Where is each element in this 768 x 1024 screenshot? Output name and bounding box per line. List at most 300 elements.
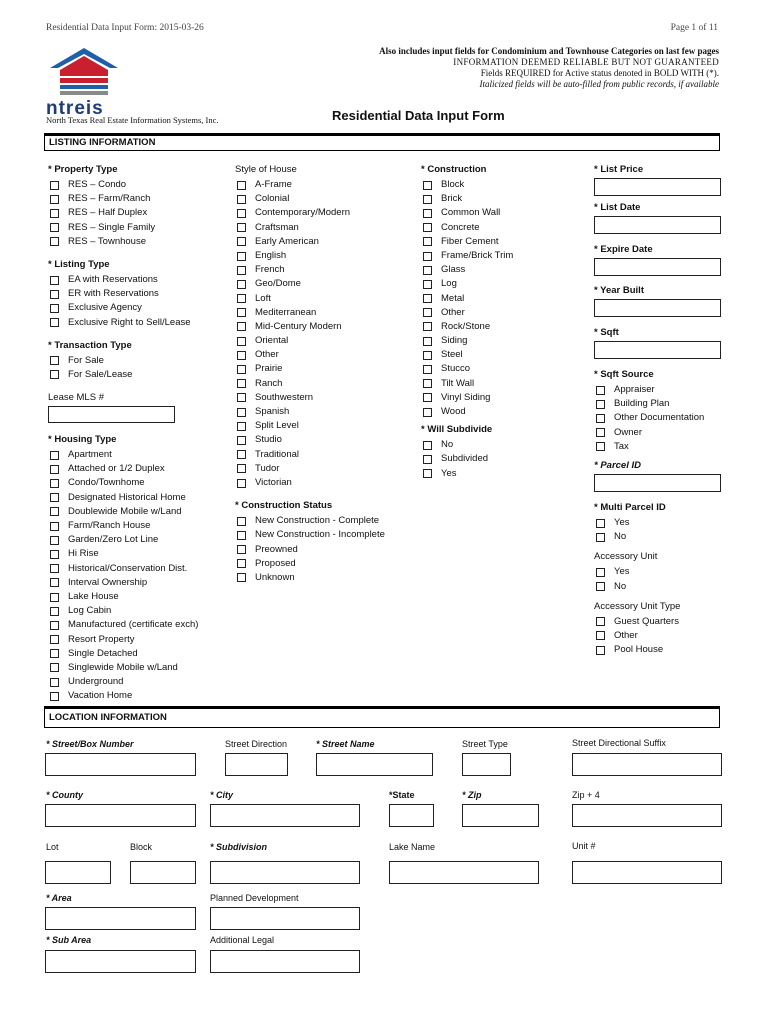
construction-option[interactable] bbox=[421, 263, 591, 277]
construction-status-option-label: Proposed bbox=[255, 557, 296, 569]
street-name-label: * Street Name bbox=[316, 739, 375, 749]
state-input[interactable] bbox=[389, 804, 434, 827]
street-number-input[interactable] bbox=[45, 753, 196, 776]
organization-name: North Texas Real Estate Information Systems, Inc. bbox=[46, 115, 219, 125]
will-subdivide-option[interactable] bbox=[421, 452, 591, 466]
checkbox[interactable] bbox=[237, 209, 246, 218]
housing-type-option[interactable] bbox=[48, 618, 228, 632]
accessory-unit-type-label: Accessory Unit Type bbox=[594, 600, 681, 612]
lot-label: Lot bbox=[46, 842, 59, 852]
construction-options bbox=[421, 178, 591, 419]
construction-status-option-label: Preowned bbox=[255, 543, 298, 555]
checkbox[interactable] bbox=[50, 678, 59, 687]
checkbox[interactable] bbox=[423, 351, 432, 360]
accessory-unit-type-option[interactable] bbox=[594, 615, 722, 629]
housing-type-option-label: Log Cabin bbox=[68, 605, 112, 617]
multi-parcel-option[interactable] bbox=[594, 530, 722, 544]
sqft-source-option-label: Appraiser bbox=[614, 384, 655, 395]
will-subdivide-option[interactable] bbox=[421, 467, 591, 481]
notice-line-3: Fields REQUIRED for Active status denoted in BOLD WITH (*). bbox=[480, 68, 719, 78]
checkbox[interactable] bbox=[50, 181, 59, 190]
property-type-option-label: RES – Condo bbox=[68, 179, 127, 190]
style-option[interactable] bbox=[235, 206, 415, 220]
checkbox[interactable] bbox=[50, 223, 59, 232]
checkbox[interactable] bbox=[50, 578, 59, 587]
property-type-option-label: RES – Farm/Ranch bbox=[68, 193, 151, 205]
housing-type-option-label: Resort Property bbox=[68, 633, 135, 645]
checkbox[interactable] bbox=[423, 252, 432, 261]
style-option-label: Other bbox=[255, 349, 279, 361]
checkbox[interactable] bbox=[423, 280, 432, 289]
checkbox[interactable] bbox=[50, 356, 59, 365]
style-option-label: Spanish bbox=[255, 406, 290, 417]
county-input[interactable] bbox=[45, 804, 196, 827]
checkbox[interactable] bbox=[423, 337, 432, 346]
accessory-unit-type-option[interactable] bbox=[594, 629, 722, 643]
property-type-option-label: RES – Single Family bbox=[68, 221, 156, 233]
checkbox[interactable] bbox=[596, 519, 605, 528]
style-option[interactable] bbox=[235, 462, 415, 476]
construction-status-option[interactable] bbox=[235, 543, 415, 557]
checkbox[interactable] bbox=[596, 400, 605, 409]
style-option[interactable] bbox=[235, 178, 415, 192]
multi-parcel-options bbox=[594, 516, 722, 544]
construction-status-option[interactable] bbox=[235, 528, 415, 542]
parcel-id-label: * Parcel ID bbox=[594, 459, 641, 471]
style-option-label: Split Level bbox=[255, 420, 299, 432]
style-option[interactable] bbox=[235, 292, 415, 306]
accessory-unit-type-option-label: Other bbox=[614, 629, 638, 641]
checkbox[interactable] bbox=[50, 536, 59, 545]
style-option-label: Traditional bbox=[255, 448, 300, 460]
multi-parcel-option-label: No bbox=[614, 531, 627, 543]
checkbox[interactable] bbox=[50, 663, 59, 672]
housing-type-option[interactable] bbox=[48, 462, 228, 476]
transaction-type-option[interactable] bbox=[48, 368, 228, 382]
checkbox[interactable] bbox=[237, 223, 246, 232]
sqft-source-option-label: Other Documentation bbox=[614, 412, 705, 424]
multi-parcel-option[interactable] bbox=[594, 516, 722, 530]
checkbox[interactable] bbox=[237, 393, 246, 402]
checkbox[interactable] bbox=[423, 209, 432, 218]
page-number: Page 1 of 11 bbox=[670, 23, 718, 33]
sqft-source-option[interactable] bbox=[594, 383, 722, 397]
checkbox[interactable] bbox=[50, 237, 59, 246]
multi-parcel-label: * Multi Parcel ID bbox=[594, 501, 666, 513]
checkbox[interactable] bbox=[423, 393, 432, 402]
checkbox[interactable] bbox=[237, 479, 246, 488]
checkbox[interactable] bbox=[50, 370, 59, 379]
housing-type-option-label: Singlewide Mobile w/Land bbox=[68, 661, 178, 673]
zip4-input[interactable] bbox=[572, 804, 722, 827]
accessory-unit-options bbox=[594, 565, 722, 593]
sqft-source-option[interactable] bbox=[594, 426, 722, 440]
style-option[interactable] bbox=[235, 419, 415, 433]
checkbox[interactable] bbox=[237, 573, 246, 582]
checkbox[interactable] bbox=[237, 237, 246, 246]
checkbox[interactable] bbox=[237, 365, 246, 374]
style-option[interactable] bbox=[235, 348, 415, 362]
housing-type-option-label: Interval Ownership bbox=[68, 576, 148, 588]
lease-mls-label: Lease MLS # bbox=[48, 392, 104, 404]
style-option[interactable] bbox=[235, 249, 415, 263]
lot-input[interactable] bbox=[45, 861, 111, 884]
checkbox[interactable] bbox=[50, 290, 59, 299]
lease-mls-input[interactable] bbox=[48, 406, 175, 423]
checkbox[interactable] bbox=[423, 308, 432, 317]
housing-type-option-label: Manufactured (certificate exch) bbox=[68, 619, 199, 631]
checkbox[interactable] bbox=[50, 593, 59, 602]
sqft-source-option[interactable] bbox=[594, 440, 722, 454]
housing-type-option-label: Apartment bbox=[68, 449, 112, 461]
checkbox[interactable] bbox=[423, 294, 432, 303]
construction-option[interactable] bbox=[421, 334, 591, 348]
housing-type-option[interactable] bbox=[48, 547, 228, 561]
checkbox[interactable] bbox=[596, 631, 605, 640]
style-option[interactable] bbox=[235, 391, 415, 405]
transaction-type-option-label: For Sale bbox=[68, 354, 104, 366]
property-type-option[interactable] bbox=[48, 221, 228, 235]
checkbox[interactable] bbox=[423, 322, 432, 331]
accessory-unit-option-label: Yes bbox=[614, 566, 630, 578]
checkbox[interactable] bbox=[50, 692, 59, 701]
checkbox[interactable] bbox=[50, 209, 59, 218]
housing-type-option[interactable] bbox=[48, 661, 228, 675]
checkbox[interactable] bbox=[237, 464, 246, 473]
subdivision-input[interactable] bbox=[210, 861, 360, 884]
construction-option[interactable] bbox=[421, 249, 591, 263]
checkbox[interactable] bbox=[50, 635, 59, 644]
notice-line-4: Italicized fields will be auto-filled from public records, if available bbox=[479, 79, 719, 89]
planned-development-input[interactable] bbox=[210, 907, 360, 930]
style-of-house-label: Style of House bbox=[235, 164, 297, 175]
property-type-option[interactable] bbox=[48, 235, 228, 249]
housing-type-option-label: Vacation Home bbox=[68, 690, 133, 702]
property-type-options bbox=[48, 178, 228, 249]
housing-type-option-label: Designated Historical Home bbox=[68, 491, 186, 503]
construction-option[interactable] bbox=[421, 320, 591, 334]
additional-legal-label: Additional Legal bbox=[210, 935, 275, 945]
style-option-label: Victorian bbox=[255, 476, 292, 488]
style-option[interactable] bbox=[235, 405, 415, 419]
listing-type-option-label: Exclusive Agency bbox=[68, 302, 142, 314]
checkbox[interactable] bbox=[50, 621, 59, 630]
checkbox[interactable] bbox=[50, 479, 59, 488]
style-option-label: A-Frame bbox=[255, 179, 292, 190]
housing-type-label: * Housing Type bbox=[48, 434, 117, 446]
housing-type-option[interactable] bbox=[48, 590, 228, 604]
street-direction-input[interactable] bbox=[225, 753, 288, 776]
expire-date-input[interactable] bbox=[594, 258, 721, 276]
housing-type-option[interactable] bbox=[48, 562, 228, 576]
unit-label: Unit # bbox=[572, 841, 596, 851]
checkbox[interactable] bbox=[423, 379, 432, 388]
checkbox[interactable] bbox=[423, 223, 432, 232]
sub-area-input[interactable] bbox=[45, 950, 196, 973]
accessory-unit-type-option-label: Guest Quarters bbox=[614, 615, 679, 627]
listing-type-option-label: ER with Reservations bbox=[68, 288, 159, 300]
location-section-header: LOCATION INFORMATION bbox=[44, 706, 720, 728]
street-dir-suffix-input[interactable] bbox=[572, 753, 722, 776]
style-option-label: Loft bbox=[255, 292, 271, 304]
style-option[interactable] bbox=[235, 476, 415, 490]
checkbox[interactable] bbox=[237, 195, 246, 204]
sqft-input[interactable] bbox=[594, 341, 721, 359]
construction-option-label: Brick bbox=[441, 193, 463, 205]
style-option[interactable] bbox=[235, 306, 415, 320]
checkbox[interactable] bbox=[596, 646, 605, 655]
checkbox[interactable] bbox=[237, 181, 246, 190]
sqft-source-option-label: Building Plan bbox=[614, 398, 670, 410]
checkbox[interactable] bbox=[237, 545, 246, 554]
transaction-type-option[interactable] bbox=[48, 354, 228, 368]
sqft-source-option[interactable] bbox=[594, 411, 722, 425]
listing-type-option[interactable] bbox=[48, 316, 228, 330]
sub-area-label: * Sub Area bbox=[46, 935, 92, 945]
sqft-source-option[interactable] bbox=[594, 397, 722, 411]
will-subdivide-options bbox=[421, 438, 591, 481]
sqft-source-option-label: Owner bbox=[614, 426, 642, 438]
checkbox[interactable] bbox=[423, 237, 432, 246]
zip-input[interactable] bbox=[462, 804, 539, 827]
style-option[interactable] bbox=[235, 277, 415, 291]
transaction-type-options bbox=[48, 354, 228, 382]
checkbox[interactable] bbox=[50, 564, 59, 573]
construction-option-label: Steel bbox=[441, 349, 463, 361]
housing-type-option[interactable] bbox=[48, 505, 228, 519]
area-input[interactable] bbox=[45, 907, 196, 930]
style-option[interactable] bbox=[235, 192, 415, 206]
checkbox[interactable] bbox=[596, 582, 605, 591]
checkbox[interactable] bbox=[423, 266, 432, 275]
lake-name-input[interactable] bbox=[389, 861, 539, 884]
style-option-label: Contemporary/Modern bbox=[255, 207, 351, 219]
checkbox[interactable] bbox=[50, 493, 59, 502]
style-option[interactable] bbox=[235, 263, 415, 277]
style-option[interactable] bbox=[235, 362, 415, 376]
listing-type-option-label: EA with Reservations bbox=[68, 273, 158, 285]
street-name-input[interactable] bbox=[316, 753, 433, 776]
listing-type-option[interactable] bbox=[48, 301, 228, 315]
listing-type-option[interactable] bbox=[48, 273, 228, 287]
will-subdivide-option-label: Subdivided bbox=[441, 453, 489, 465]
construction-option-label: Concrete bbox=[441, 221, 480, 233]
housing-type-option[interactable] bbox=[48, 491, 228, 505]
will-subdivide-option-label: Yes bbox=[441, 467, 457, 479]
construction-option-label: Stucco bbox=[441, 363, 471, 375]
checkbox[interactable] bbox=[50, 304, 59, 313]
list-date-input[interactable] bbox=[594, 216, 721, 234]
block-label: Block bbox=[130, 842, 153, 852]
county-label: * County bbox=[46, 790, 83, 800]
checkbox[interactable] bbox=[50, 451, 59, 460]
style-option[interactable] bbox=[235, 433, 415, 447]
notice-block bbox=[379, 46, 719, 90]
sqft-label: * Sqft bbox=[594, 327, 619, 338]
construction-option-label: Block bbox=[441, 179, 465, 190]
construction-option[interactable] bbox=[421, 362, 591, 376]
construction-option[interactable] bbox=[421, 391, 591, 405]
checkbox[interactable] bbox=[423, 195, 432, 204]
construction-status-option-label: New Construction - Incomplete bbox=[255, 529, 385, 541]
property-type-option[interactable] bbox=[48, 192, 228, 206]
checkbox[interactable] bbox=[50, 649, 59, 658]
construction-status-option[interactable] bbox=[235, 571, 415, 585]
housing-type-option-label: Historical/Conservation Dist. bbox=[68, 562, 188, 574]
checkbox[interactable] bbox=[50, 195, 59, 204]
checkbox[interactable] bbox=[237, 379, 246, 388]
logo-text: ntreis bbox=[46, 98, 104, 119]
construction-option-label: Tilt Wall bbox=[441, 377, 475, 389]
construction-option[interactable] bbox=[421, 192, 591, 206]
housing-type-option-label: Condo/Townhome bbox=[68, 477, 145, 489]
parcel-id-input[interactable] bbox=[594, 474, 721, 492]
construction-option[interactable] bbox=[421, 348, 591, 362]
construction-option[interactable] bbox=[421, 206, 591, 220]
property-type-option[interactable] bbox=[48, 206, 228, 220]
property-type-option-label: RES – Half Duplex bbox=[68, 207, 148, 219]
style-option[interactable] bbox=[235, 221, 415, 235]
style-option-label: Ranch bbox=[255, 377, 283, 389]
notice-line-1: Also includes input fields for Condominium and Townhouse Categories on last few pages bbox=[379, 46, 719, 56]
style-option-label: Southwestern bbox=[255, 391, 314, 403]
property-type-option[interactable] bbox=[48, 178, 228, 192]
housing-type-option[interactable] bbox=[48, 675, 228, 689]
checkbox[interactable] bbox=[237, 280, 246, 289]
construction-option[interactable] bbox=[421, 377, 591, 391]
housing-type-option[interactable] bbox=[48, 576, 228, 590]
checkbox[interactable] bbox=[237, 450, 246, 459]
house-logo-icon bbox=[44, 46, 124, 96]
page-title: Residential Data Input Form bbox=[332, 108, 505, 123]
checkbox[interactable] bbox=[596, 428, 605, 437]
city-input[interactable] bbox=[210, 804, 360, 827]
form-date: Residential Data Input Form: 2015-03-26 bbox=[46, 23, 204, 33]
checkbox[interactable] bbox=[237, 517, 246, 526]
housing-type-option[interactable] bbox=[48, 647, 228, 661]
block-input[interactable] bbox=[130, 861, 196, 884]
checkbox[interactable] bbox=[50, 318, 59, 327]
construction-status-option[interactable] bbox=[235, 514, 415, 528]
housing-type-option[interactable] bbox=[48, 533, 228, 547]
construction-option-label: Siding bbox=[441, 335, 468, 347]
accessory-unit-option[interactable] bbox=[594, 580, 722, 594]
checkbox[interactable] bbox=[423, 469, 432, 478]
additional-legal-input[interactable] bbox=[210, 950, 360, 973]
construction-option-label: Log bbox=[441, 278, 457, 290]
checkbox[interactable] bbox=[596, 442, 605, 451]
construction-label: * Construction bbox=[421, 164, 487, 175]
checkbox[interactable] bbox=[237, 252, 246, 261]
checkbox[interactable] bbox=[50, 607, 59, 616]
construction-option[interactable] bbox=[421, 235, 591, 249]
checkbox[interactable] bbox=[237, 408, 246, 417]
year-built-input[interactable] bbox=[594, 299, 721, 317]
style-option[interactable] bbox=[235, 377, 415, 391]
style-option[interactable] bbox=[235, 334, 415, 348]
construction-option[interactable] bbox=[421, 221, 591, 235]
checkbox[interactable] bbox=[50, 465, 59, 474]
style-option[interactable] bbox=[235, 235, 415, 249]
checkbox[interactable] bbox=[237, 337, 246, 346]
checkbox[interactable] bbox=[50, 507, 59, 516]
checkbox[interactable] bbox=[50, 276, 59, 285]
checkbox[interactable] bbox=[50, 522, 59, 531]
checkbox[interactable] bbox=[596, 568, 605, 577]
checkbox[interactable] bbox=[237, 351, 246, 360]
listing-type-options bbox=[48, 273, 228, 330]
style-option[interactable] bbox=[235, 320, 415, 334]
multi-parcel-option-label: Yes bbox=[614, 516, 630, 528]
construction-option[interactable] bbox=[421, 292, 591, 306]
state-label: *State bbox=[389, 790, 415, 800]
checkbox[interactable] bbox=[237, 308, 246, 317]
checkbox[interactable] bbox=[237, 531, 246, 540]
construction-option[interactable] bbox=[421, 178, 591, 192]
style-option[interactable] bbox=[235, 448, 415, 462]
construction-option[interactable] bbox=[421, 277, 591, 291]
accessory-unit-type-option[interactable] bbox=[594, 643, 722, 657]
will-subdivide-option-label: No bbox=[441, 439, 454, 451]
housing-type-option[interactable] bbox=[48, 519, 228, 533]
checkbox[interactable] bbox=[423, 181, 432, 190]
housing-type-option[interactable] bbox=[48, 448, 228, 462]
style-option-label: Early American bbox=[255, 235, 319, 247]
housing-type-option-label: Attached or 1/2 Duplex bbox=[68, 463, 165, 475]
checkbox[interactable] bbox=[596, 414, 605, 423]
checkbox[interactable] bbox=[237, 322, 246, 331]
checkbox[interactable] bbox=[237, 559, 246, 568]
accessory-unit-label: Accessory Unit bbox=[594, 551, 658, 563]
checkbox[interactable] bbox=[50, 550, 59, 559]
accessory-unit-type-options bbox=[594, 615, 722, 658]
checkbox[interactable] bbox=[237, 422, 246, 431]
list-price-input[interactable] bbox=[594, 178, 721, 196]
will-subdivide-option[interactable] bbox=[421, 438, 591, 452]
construction-status-option-label: Unknown bbox=[255, 571, 295, 583]
checkbox[interactable] bbox=[237, 436, 246, 445]
checkbox[interactable] bbox=[596, 617, 605, 626]
housing-type-option[interactable] bbox=[48, 689, 228, 703]
checkbox[interactable] bbox=[237, 294, 246, 303]
style-option-label: Tudor bbox=[255, 462, 280, 474]
construction-option-label: Vinyl Siding bbox=[441, 391, 491, 403]
listing-column-3 bbox=[421, 163, 591, 481]
checkbox[interactable] bbox=[423, 408, 432, 417]
construction-option[interactable] bbox=[421, 405, 591, 419]
checkbox[interactable] bbox=[237, 266, 246, 275]
zip4-label: Zip + 4 bbox=[572, 790, 600, 800]
housing-type-option[interactable] bbox=[48, 476, 228, 490]
expire-date-label: * Expire Date bbox=[594, 244, 653, 255]
listing-type-option[interactable] bbox=[48, 287, 228, 301]
unit-input[interactable] bbox=[572, 861, 722, 884]
construction-option[interactable] bbox=[421, 306, 591, 320]
street-type-input[interactable] bbox=[462, 753, 511, 776]
housing-type-option[interactable] bbox=[48, 604, 228, 618]
accessory-unit-option[interactable] bbox=[594, 565, 722, 579]
checkbox[interactable] bbox=[596, 386, 605, 395]
checkbox[interactable] bbox=[423, 455, 432, 464]
housing-type-option[interactable] bbox=[48, 633, 228, 647]
ntreis-logo bbox=[44, 46, 124, 119]
construction-status-option[interactable] bbox=[235, 557, 415, 571]
checkbox[interactable] bbox=[423, 441, 432, 450]
construction-option-label: Frame/Brick Trim bbox=[441, 249, 514, 261]
checkbox[interactable] bbox=[423, 365, 432, 374]
checkbox[interactable] bbox=[596, 533, 605, 542]
listing-section-header: LISTING INFORMATION bbox=[44, 133, 720, 151]
